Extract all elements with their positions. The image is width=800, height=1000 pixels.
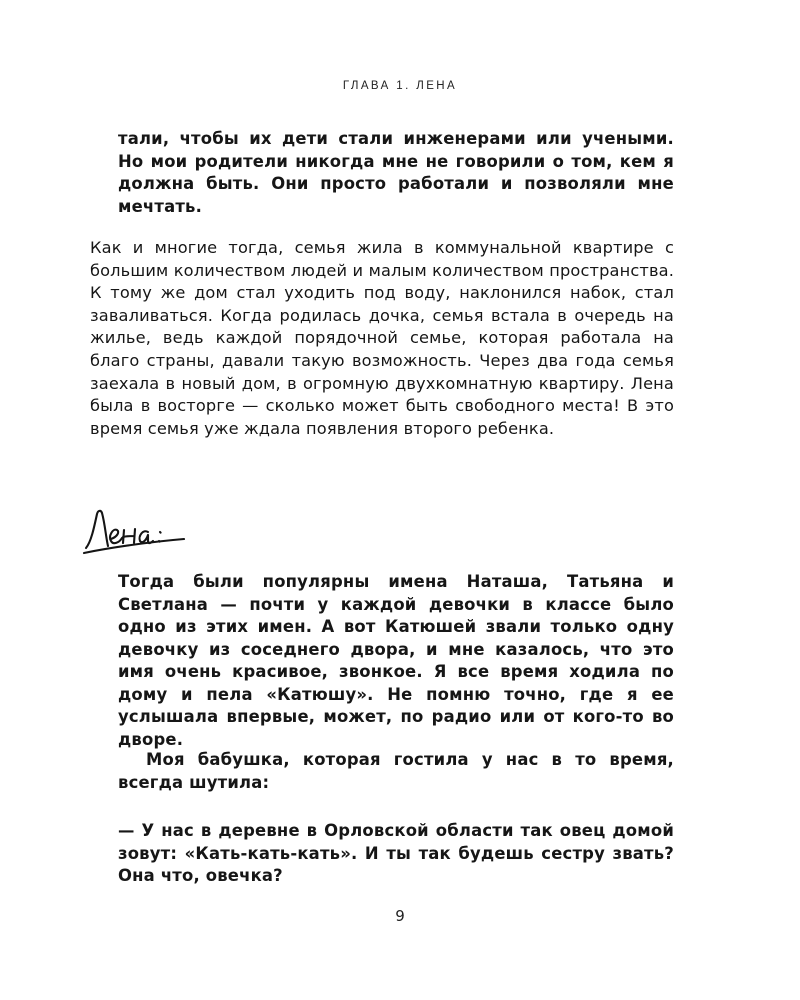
speech-paragraph-1: Тогда были популярны имена Наташа, Татьяна и Светлана — почти у каждой девочки в классе было одно из этих имен. А вот Катюшей звали только одну девочку из соседнего двора, и мне казалось, что это имя очень красивое, звонкое. Я все время ходила по дому и пела «Катюшу». Не помню точно, где я ее услышала впервые, может, по радио или от кого-то во дворе. xyxy=(118,572,674,749)
quote-paragraph-top: тали, чтобы их дети стали инженерами или учеными. Но мои родители никогда мне не говорили о том, кем я должна быть. Они просто работали и позволяли мне мечтать. xyxy=(118,129,674,216)
dialogue-line: — У нас в деревне в Орловской области так овец домой зовут: «Кать-кать-кать». И ты так будешь сестру звать? Она что, овечка? xyxy=(118,821,674,885)
page-number: 9 xyxy=(395,907,405,925)
speech-paragraph-2: Моя бабушка, которая гостила у нас в то время, всегда шутила: xyxy=(118,750,674,792)
running-head: ГЛАВА 1. ЛЕНА xyxy=(342,80,458,92)
narrative-paragraph: Как и многие тогда, семья жила в коммунальной квартире с большим количеством людей и малым количеством пространства. К тому же дом стал уходить под воду, наклонился набок, стал заваливаться. Когда родилась дочка, семья встала в очередь на жилье, ведь каждой порядочной семье, которая работала на благо страны, давали такую возможность. Через два года семья заехала в новый дом, в огромную двухкомнатную квартиру. Лена была в восторге — сколько может быть свободного места! В это время семья уже ждала появления второго ребенка. xyxy=(90,238,674,438)
speaker-signature xyxy=(78,498,188,564)
